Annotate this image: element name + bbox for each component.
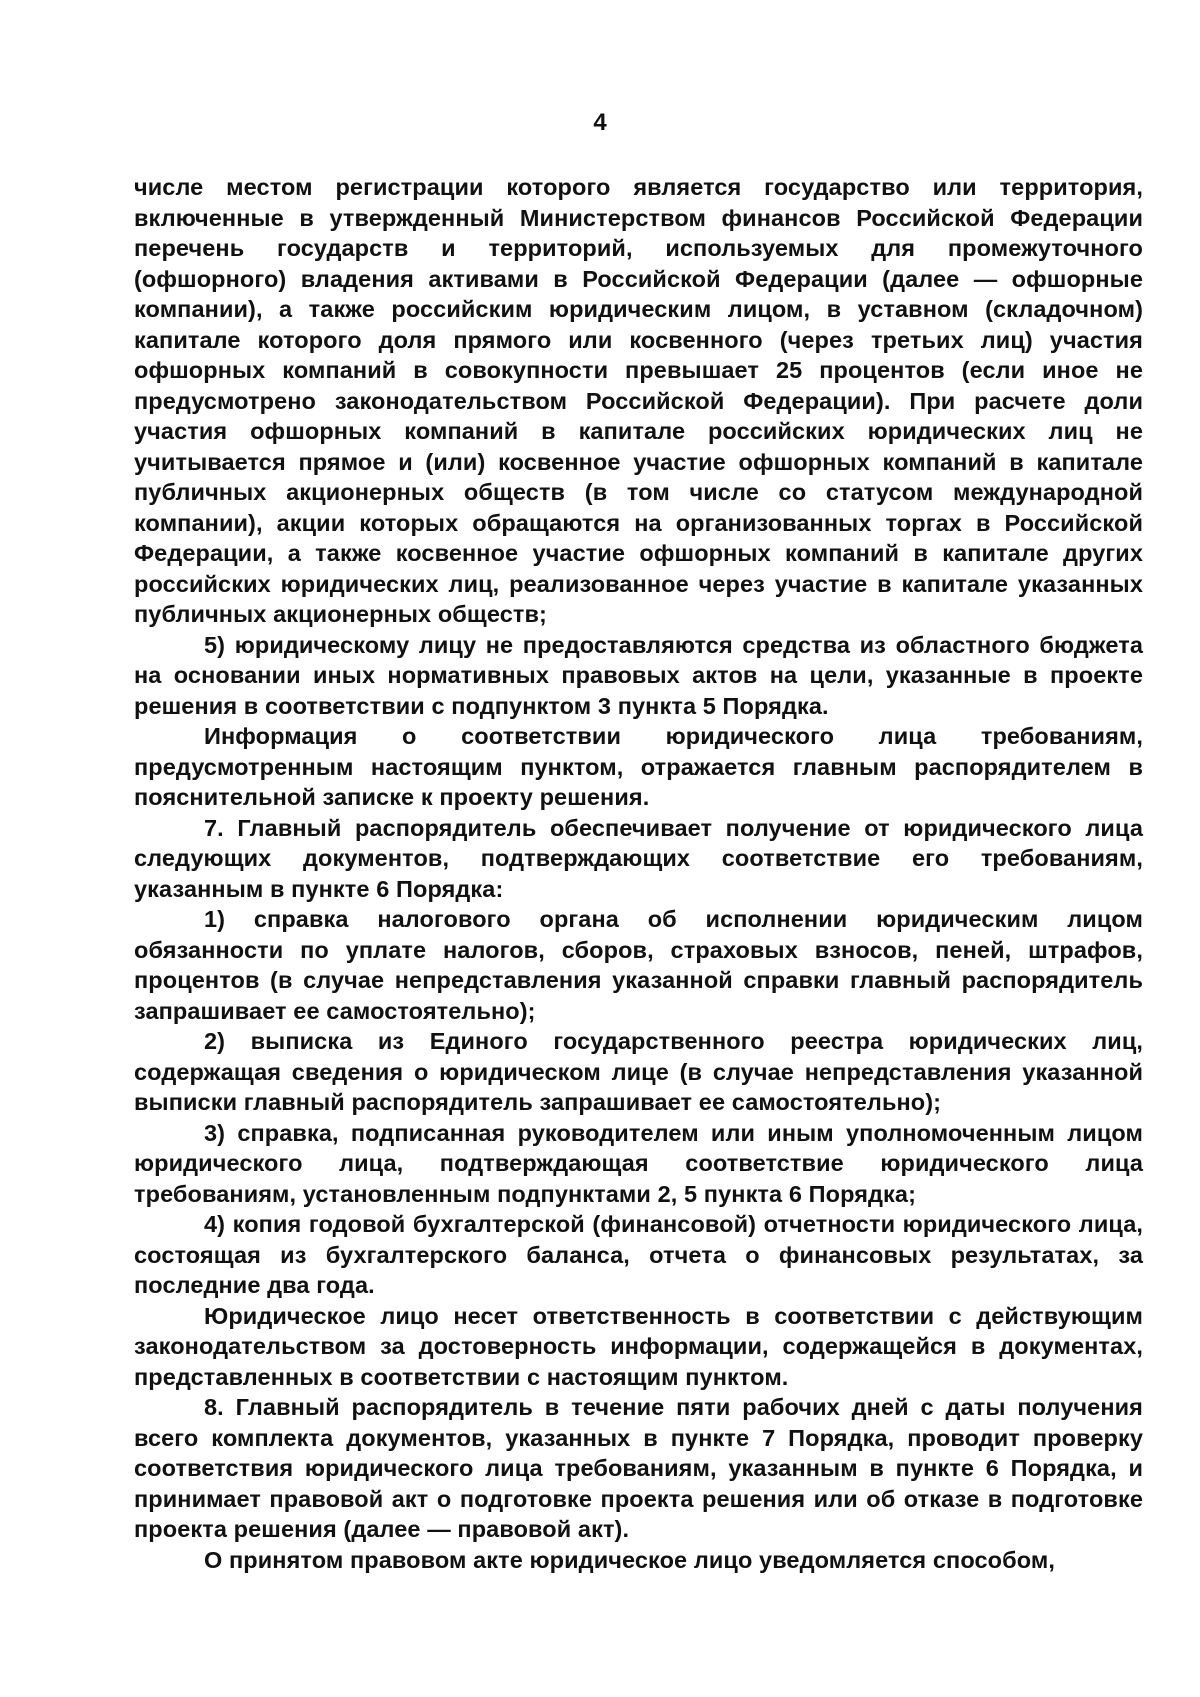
paragraph-section-7: 7. Главный распорядитель обеспечивает получение от юридического лица следующих документов, подтверждающих соответствие его требованиям, указанным в пункте 6 Порядка: (134, 814, 1143, 902)
paragraph-doc-2: 2) выписка из Единого государственного реестра юридических лиц, содержащая сведения о юридическом лице (в случае непредставления указанной выписки главный распорядитель запрашивает ее самостоятельно); (134, 1028, 1143, 1115)
paragraph-doc-1: 1) справка налогового органа об исполнении юридическим лицом обязанности по уплате налогов, сборов, страховых взносов, пеней, штрафов, процентов (в случае непредставления указанной справки главный распорядитель запрашивает ее самостоятельно); (134, 906, 1143, 1024)
paragraph-responsibility: Юридическое лицо несет ответственность в соответствии с действующим законодательством за достоверность информации, содержащейся в документах, представленных в соответствии с настоящим пунктом. (134, 1302, 1143, 1390)
paragraph-doc-4: 4) копия годовой бухгалтерской (финансовой) отчетности юридического лица, состоящая из бухгалтерского баланса, отчета о финансовых результатах, за последние два года. (134, 1211, 1143, 1298)
paragraph-offshore-continuation: числе местом регистрации которого является государство или территория, включенные в утвержденный Министерством финансов Российской Федерации перечень государств и территорий, используемых для промежуточного (офшорного) владения активами в Российской Федерации (далее — офшорные компании), а также российским юридическим лицом, в уставном (складочном) капитале которого доля прямого или косвенного (через третьих лиц) участия офшорных компаний в совокупности превышает 25 процентов (если иное не предусмотрено законодательством Российской Федерации). При расчете доли участия офшорных компаний в капитале российских юридических лиц не учитывается прямое и (или) косвенное участие офшорных компаний в капитале публичных акционерных обществ (в том числе со статусом международной компании), акции которых обращаются на организованных торгах в Российской Федерации, а также косвенное участие офшорных компаний в капитале других российских юридических лиц, реализованное через участие в капитале указанных публичных акционерных обществ; (134, 174, 1143, 627)
paragraph-compliance-info: Информация о соответствии юридического лица требованиям, предусмотренным настоящим пунктом, отражается главным распорядителем в пояснительной записке к проекту решения. (134, 723, 1143, 810)
paragraph-item-5: 5) юридическому лицу не предоставляются средства из областного бюджета на основании иных нормативных правовых актов на цели, указанные в проекте решения в соответствии с подпунктом 3 пункта 5 Порядка. (134, 631, 1143, 719)
paragraph-section-8: 8. Главный распорядитель в течение пяти рабочих дней с даты получения всего комплекта документов, указанных в пункте 7 Порядка, проводит проверку соответствия юридического лица требованиям, указанным в пункте 6 Порядка, и принимает правовой акт о подготовке проекта решения или об отказе в подготовке проекта решения (далее — правовой акт). (134, 1394, 1143, 1542)
paragraph-notification: О принятом правовом акте юридическое лицо уведомляется способом, (204, 1546, 1055, 1573)
page-number: 4 (593, 109, 607, 136)
paragraph-doc-3: 3) справка, подписанная руководителем или иным уполномоченным лицом юридического лица, подтверждающая соответствие юридического лица требованиям, установленным подпунктами 2, 5 пункта 6 Порядка; (134, 1119, 1143, 1207)
document-body (134, 172, 1143, 1575)
